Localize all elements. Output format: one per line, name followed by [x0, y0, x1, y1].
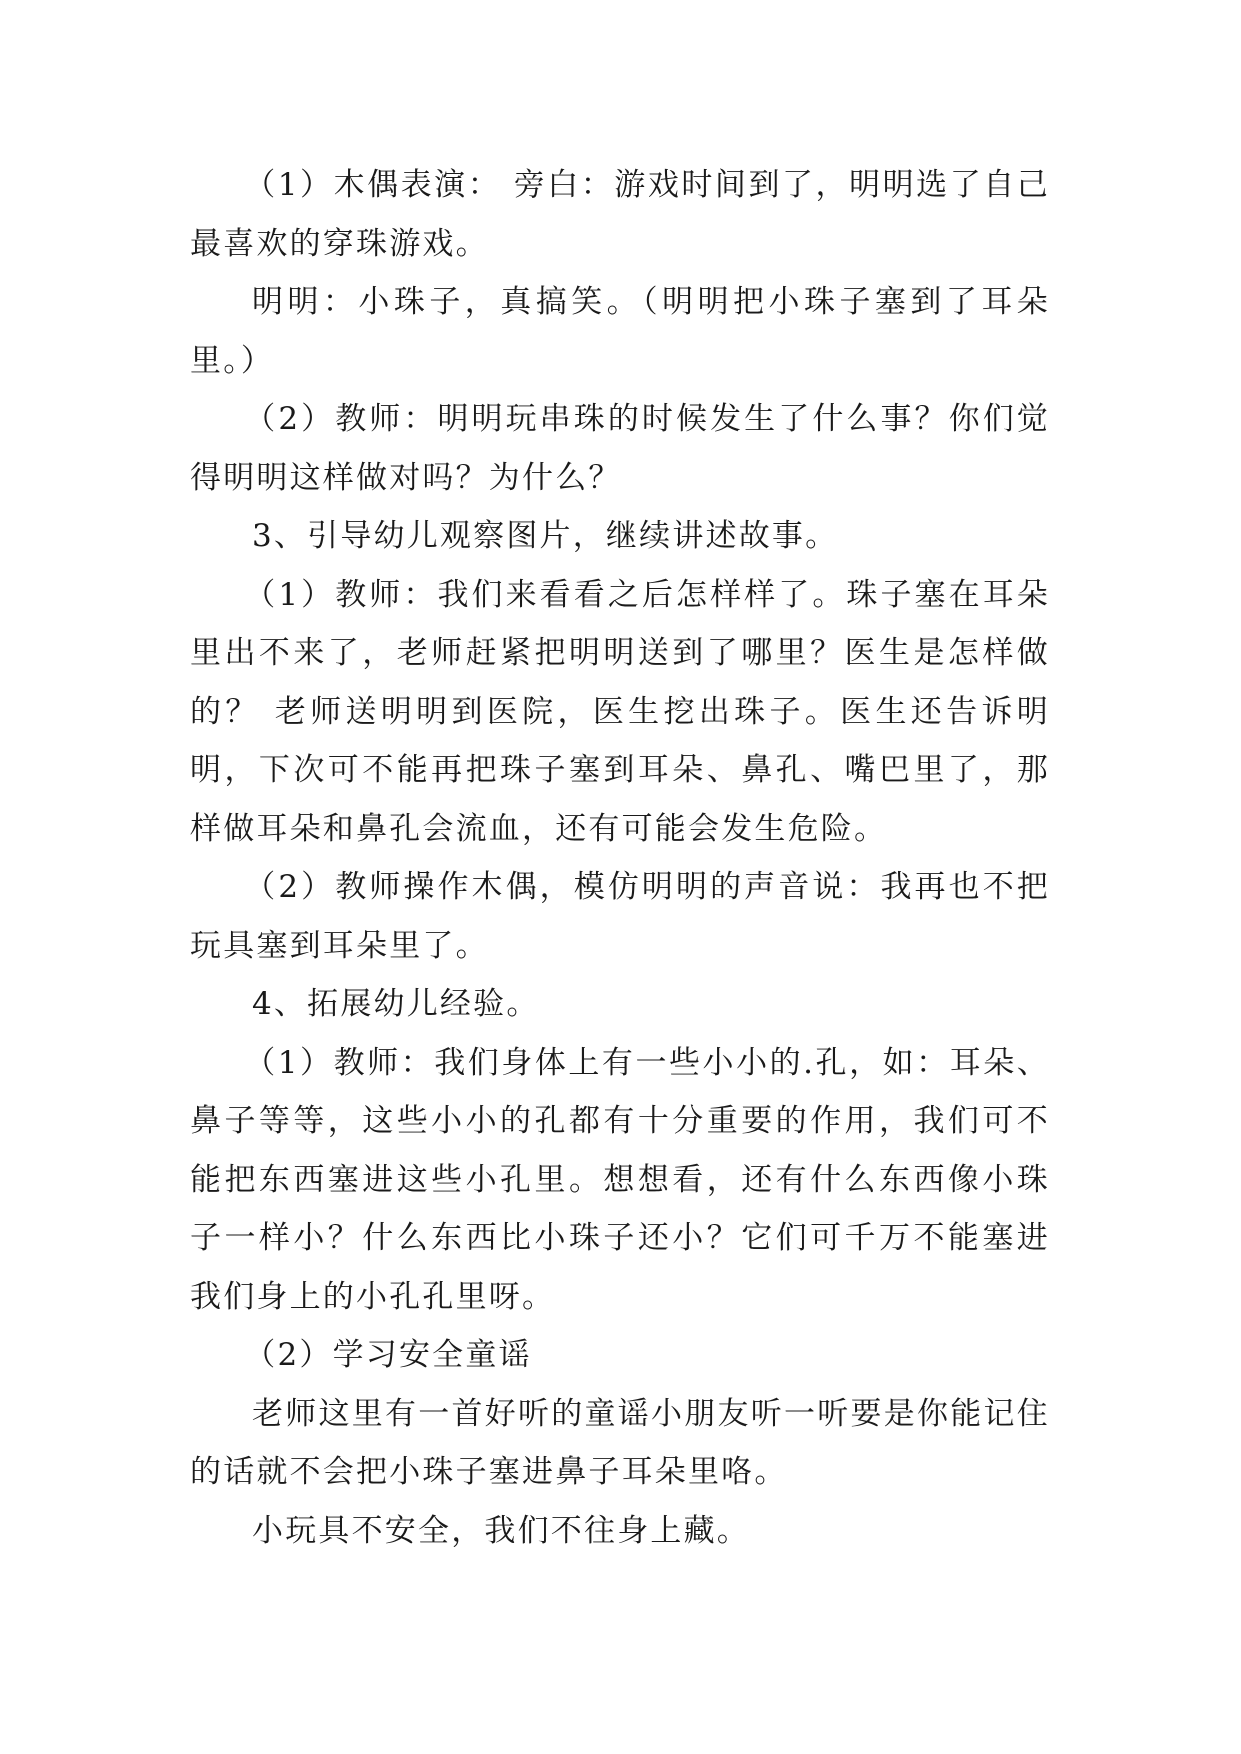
paragraph-step-3-heading: 3、引导幼儿观察图片，继续讲述故事。 [252, 518, 839, 554]
paragraph-mingming-line: 明明：小珠子，真搞笑。（明明把小珠子塞到了耳朵里。） [190, 284, 1050, 379]
paragraph-teacher-story: （1）教师：我们来看看之后怎样样了。珠子塞在耳朵里出不来了，老师赶紧把明明送到了哪里？医生是怎样做的？ 老师送明明到医院，医生挖出珠子。医生还告诉明明，下次可不能再把珠子塞到耳朵、鼻孔、嘴巴里了，那样做耳朵和鼻孔会流血，还有可能会发生危险。 [190, 576, 1050, 847]
paragraph-teacher-question: （2）教师：明明玩串珠的时候发生了什么事？你们觉得明明这样做对吗？为什么？ [190, 401, 1050, 496]
paragraph-teacher-puppet: （2）教师操作木偶，模仿明明的声音说：我再也不把玩具塞到耳朵里了。 [190, 869, 1050, 964]
paragraph-rhyme-intro: 老师这里有一首好听的童谣小朋友听一听要是你能记住的话就不会把小珠子塞进鼻子耳朵里咯。 [190, 1395, 1050, 1490]
paragraph-rhyme-line: 小玩具不安全，我们不往身上藏。 [252, 1512, 750, 1549]
paragraph-safety-rhyme-heading: （2）学习安全童谣 [244, 1337, 532, 1373]
document-body [190, 156, 1050, 1560]
paragraph-body-holes: （1）教师：我们身体上有一些小小的.孔，如：耳朵、鼻子等等，这些小小的孔都有十分重要的作用，我们可不能把东西塞进这些小孔里。想想看，还有什么东西像小珠子一样小？什么东西比小珠子还小？它们可千万不能塞进我们身上的小孔孔里呀。 [190, 1044, 1050, 1315]
paragraph-step-4-heading: 4、拓展幼儿经验。 [252, 986, 540, 1022]
paragraph-puppet-show: （1）木偶表演： 旁白：游戏时间到了，明明选了自己最喜欢的穿珠游戏。 [190, 167, 1050, 262]
